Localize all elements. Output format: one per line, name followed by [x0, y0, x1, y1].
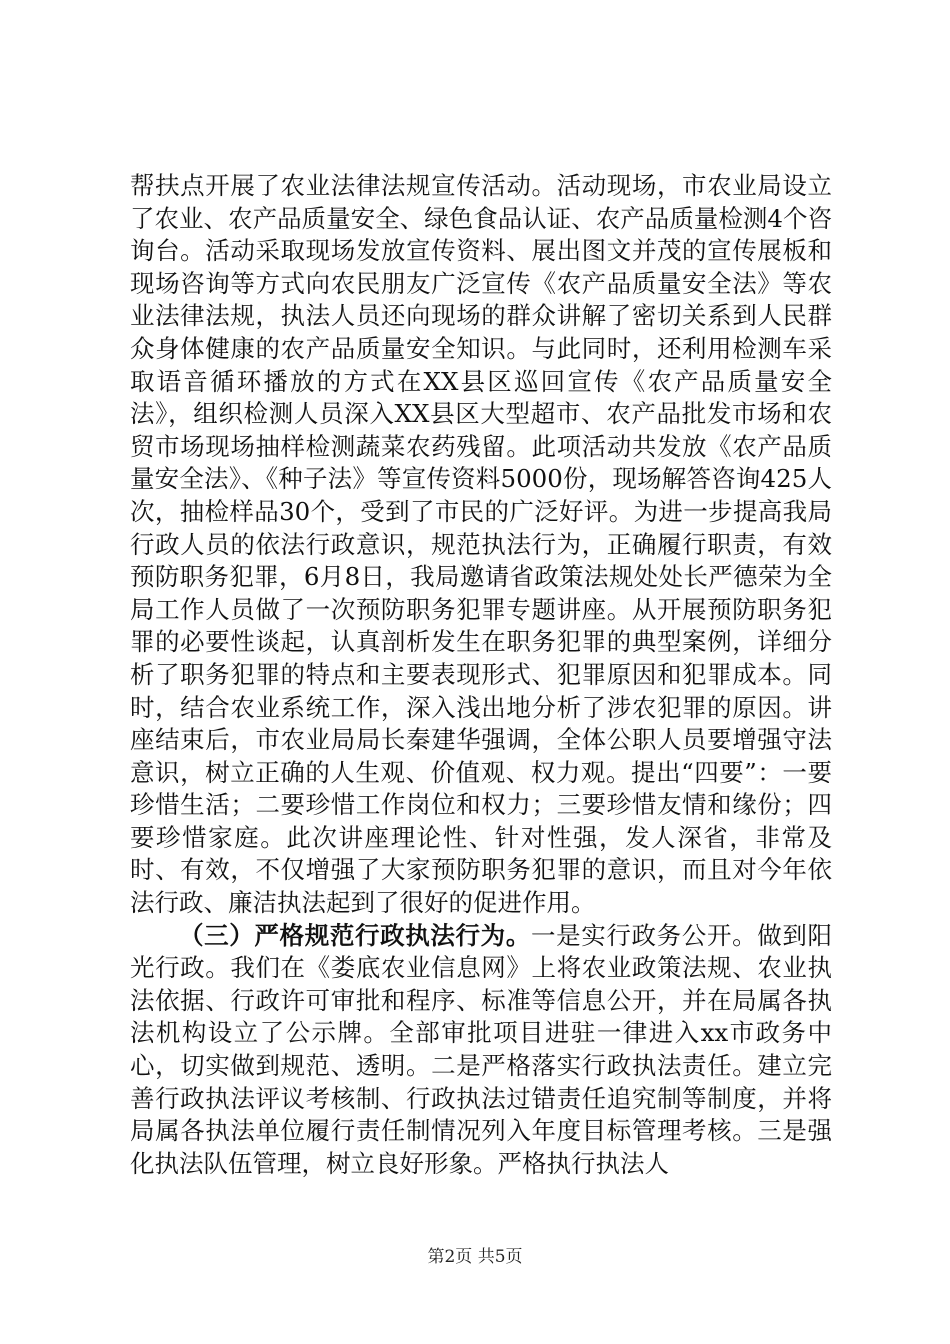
section-heading: （三）严格规范行政执法行为。	[179, 920, 531, 950]
page-footer	[0, 1247, 950, 1267]
paragraph-1-text: 帮扶点开展了农业法律法规宣传活动。活动现场，市农业局设立了农业、农产品质量安全、绿色食品认证、农产品质量检测4个咨询台。活动采取现场发放宣传资料、展出图文并茂的宣传展板和现场咨询等方式向农民朋友广泛宣传《农产品质量安全法》等农业法律法规，执法人员还向现场的群众讲解了密切关系到人民群众身体健康的农产品质量安全知识。与此同时，还利用检测车采取语音循环播放的方式在XX县区巡回宣传《农产品质量安全法》，组织检测人员深入XX县区大型超市、农产品批发市场和农贸市场现场抽样检测蔬菜农药残留。此项活动共发放《农产品质量安全法》、《种子法》等宣传资料5000份，现场解答咨询425人次，抽检样品30个，受到了市民的广泛好评。为进一步提高我局行政人员的依法行政意识，规范执法行为，正确履行职责，有效预防职务犯罪，6月8日，我局邀请省政策法规处处长严德荣为全局工作人员做了一次预防职务犯罪专题讲座。从开展预防职务犯罪的必要性谈起，认真剖析发生在职务犯罪的典型案例，详细分析了职务犯罪的特点和主要表现形式、犯罪原因和犯罪成本。同时，结合农业系统工作，深入浅出地分析了涉农犯罪的原因。讲座结束后，市农业局局长秦建华强调，全体公职人员要增强守法意识，树立正确的人生观、价值观、权力观。提出“四要”：一要珍惜生活；二要珍惜工作岗位和权力；三要珍惜友情和缘份；四要珍惜家庭。此次讲座理论性、针对性强，发人深省，非常及时、有效，不仅增强了大家预防职务犯罪的意识，而且对今年依法行政、廉洁执法起到了很好的促进作用。	[130, 171, 832, 918]
paragraph-1	[130, 170, 832, 920]
page-number: 第2页 共5页	[427, 1247, 523, 1267]
document-body	[130, 170, 832, 1180]
paragraph-2-text: 一是实行政务公开。做到阳光行政。我们在《娄底农业信息网》上将农业政策法规、农业执法依据、行政许可审批和程序、标准等信息公开，并在局属各执法机构设立了公示牌。全部审批项目进驻一律进入xx市政务中心，切实做到规范、透明。二是严格落实行政执法责任。建立完善行政执法评议考核制、行政执法过错责任追究制等制度，并将局属各执法单位履行责任制情况列入年度目标管理考核。三是强化执法队伍管理，树立良好形象。严格执行执法人	[130, 920, 833, 1178]
paragraph-2	[130, 920, 832, 1181]
